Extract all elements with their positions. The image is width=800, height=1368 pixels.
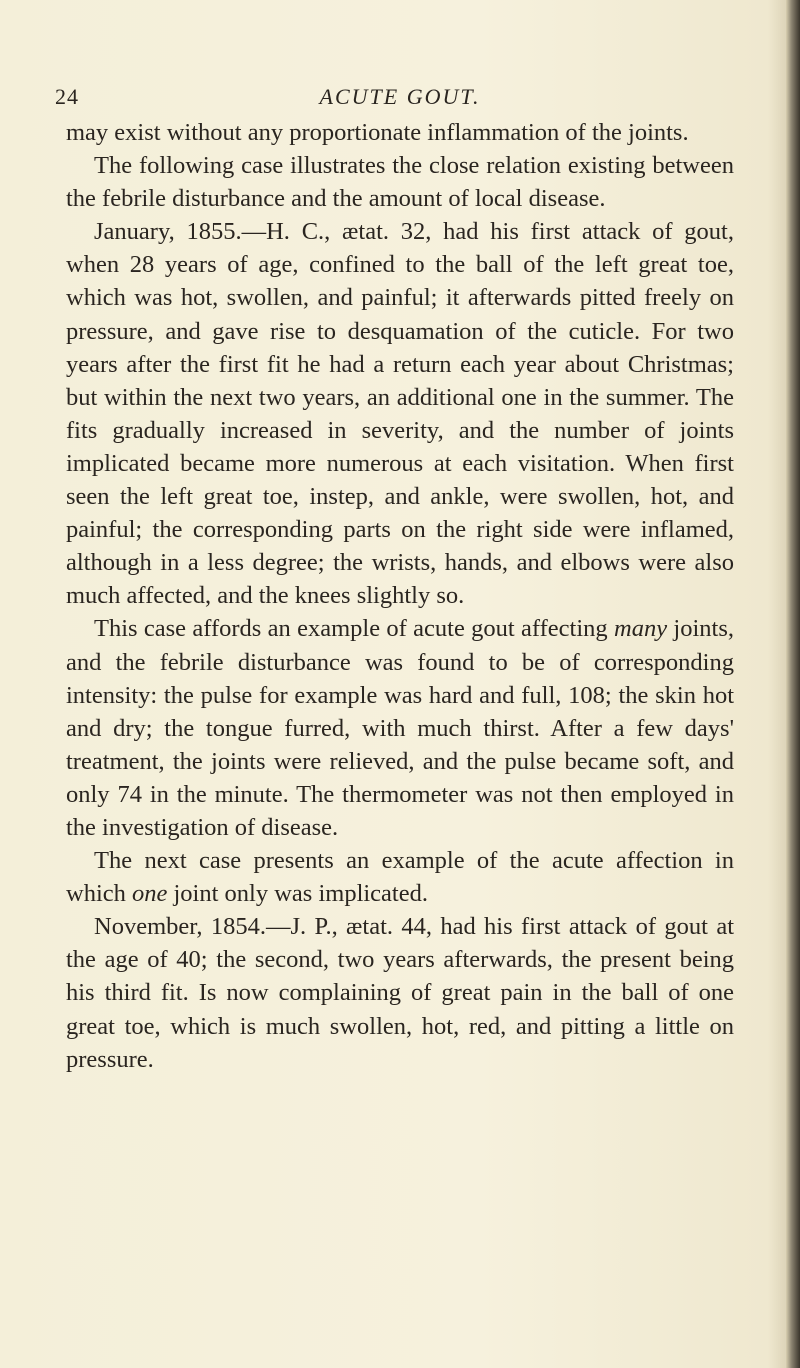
page-number: 24 [55, 84, 79, 109]
emphasis-text: many [614, 615, 668, 643]
paragraph-acute-gout-many-joints [66, 612, 734, 844]
running-head: ACUTE GOUT. [319, 84, 481, 109]
paragraph-text-part: This case affords an example of acute gout affecting [94, 615, 614, 643]
paragraph-case-november-1854: November, 1854.—J. P., ætat. 44, had his first attack of gout at the age of 40; the second, two years afterwards, the present being his third fit. Is now complaining of great pain in the ball of one great toe, which is much swollen, hot, red, and pitting a little on pressure. [66, 913, 734, 1073]
paragraph-case-january-1855: January, 1855.—H. C., ætat. 32, had his first attack of gout, when 28 years of age, confined to the ball of the left great toe, which was hot, swollen, and painful; it afterwards pitted freely on pressure, and gave rise to desquamation of the cuticle. For two years after the first fit he had a return each year about Christmas; but within the next two years, an additional one in the summer. The fits gradually increased in severity, and the number of joints implicated became more numerous at each visitation. When first seen the left great toe, instep, and ankle, were swollen, hot, and painful; the corresponding parts on the right side were inflamed, although in a less degree; the wrists, hands, and elbows were also much affected, and the knees slightly so. [66, 218, 734, 610]
page-header [55, 84, 745, 112]
emphasis-text: one [132, 880, 168, 908]
page-edge-shadow [786, 0, 800, 1368]
paragraph-next-case [66, 844, 734, 910]
paragraph-text-part: joints, and the febrile disturbance was found to be of corresponding intensity: the pulse for example was hard and full, 108; the skin hot and dry; the tongue furred, with much thirst. After a few days' treatment, the joints were relieved, and the pulse became soft, and only 74 in the minute. The thermometer was not then employed in the investigation of disease. [66, 615, 734, 841]
paragraph-case-intro: The following case illustrates the close relation existing between the febrile disturbance and the amount of local disease. [66, 152, 734, 213]
paragraph-text-part: The next case presents an example of the acute affection in which [66, 847, 734, 908]
body-text [66, 116, 734, 1076]
paragraph-continuation: may exist without any proportionate inflammation of the joints. [66, 119, 689, 146]
paragraph-text-part: joint only was implicated. [167, 880, 428, 908]
